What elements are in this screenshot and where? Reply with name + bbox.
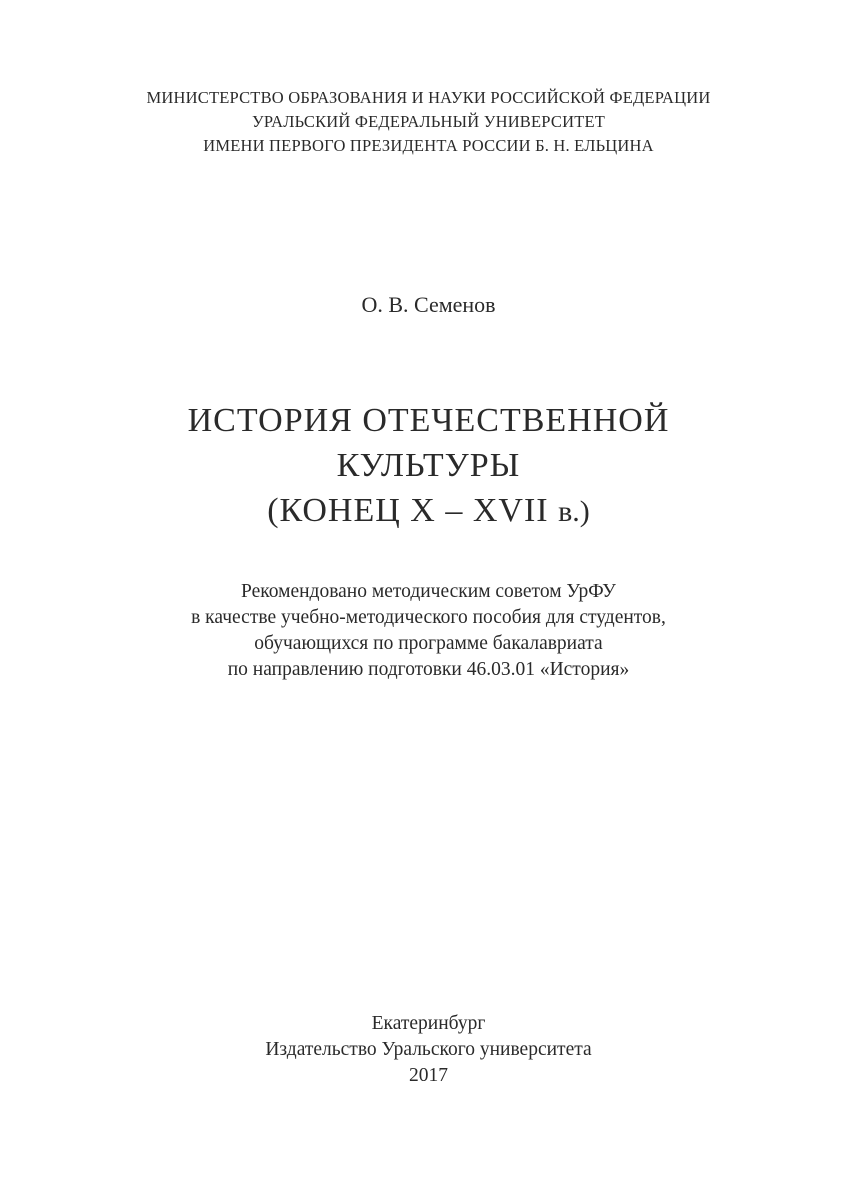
title-period-suffix: в.) [558, 495, 590, 528]
title-period: (КОНЕЦ X – XVII [267, 492, 559, 529]
title-line-3 [0, 488, 857, 534]
publisher-imprint [0, 1011, 857, 1089]
recommendation-line-1: Рекомендовано методическим советом УрФУ [241, 581, 616, 602]
title-line-2: КУЛЬТУРЫ [336, 447, 521, 484]
imprint-publisher: Издательство Уральского университета [265, 1039, 592, 1060]
university-namesake-line: ИМЕНИ ПЕРВОГО ПРЕЗИДЕНТА РОССИИ Б. Н. ЕЛЬЦИНА [203, 136, 654, 155]
imprint-year: 2017 [409, 1065, 448, 1086]
recommendation-line-3: обучающихся по программе бакалавриата [254, 633, 603, 654]
institution-header [0, 86, 857, 158]
recommendation-line-4: по направлению подготовки 46.03.01 «История» [227, 659, 630, 680]
recommendation-line-2: в качестве учебно-методического пособия для студентов, [191, 607, 666, 628]
book-title [0, 398, 857, 534]
university-line: УРАЛЬСКИЙ ФЕДЕРАЛЬНЫЙ УНИВЕРСИТЕТ [251, 112, 606, 131]
ministry-line: МИНИСТЕРСТВО ОБРАЗОВАНИЯ И НАУКИ РОССИЙСКОЙ ФЕДЕРАЦИИ [146, 88, 711, 107]
recommendation-note [0, 579, 857, 683]
title-line-1: ИСТОРИЯ ОТЕЧЕСТВЕННОЙ [187, 402, 670, 439]
author-name: О. В. Семенов [361, 292, 496, 317]
imprint-city: Екатеринбург [371, 1013, 486, 1034]
